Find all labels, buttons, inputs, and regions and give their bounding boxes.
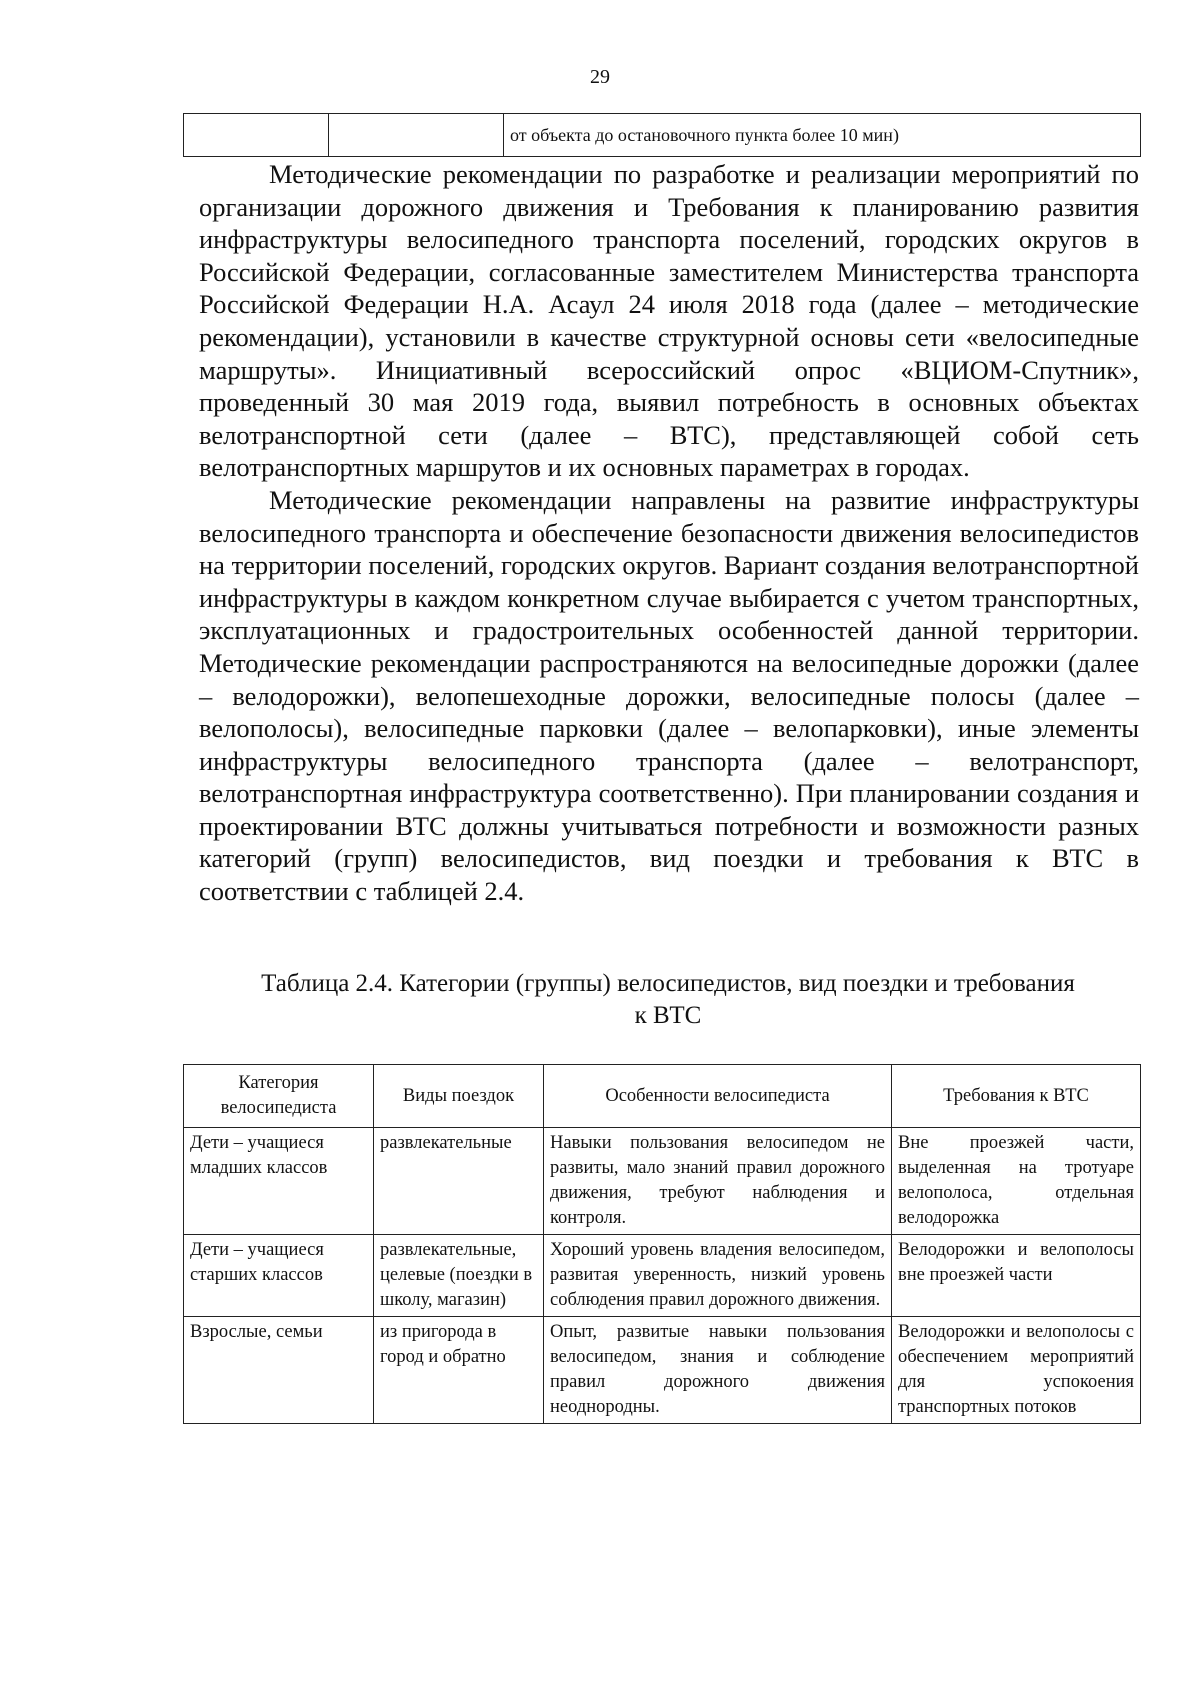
trip-type-cell: развлекательные bbox=[374, 1128, 544, 1235]
table-header-row bbox=[184, 1065, 1141, 1128]
table-caption-line: Таблица 2.4. Категории (группы) велосипедистов, вид поездки и требования bbox=[261, 970, 1075, 997]
table-caption bbox=[170, 968, 1166, 1032]
table-cell bbox=[329, 114, 504, 157]
requirements-cell: Велодорожки и велополосы вне проезжей части bbox=[892, 1235, 1141, 1317]
requirements-cell: Велодорожки и велополосы с обеспечением мероприятий для успокоения транспортных потоков bbox=[892, 1317, 1141, 1424]
features-cell: Опыт, развитые навыки пользования велосипедом, знания и соблюдение правил дорожного движения неоднородны. bbox=[544, 1317, 892, 1424]
features-cell: Хороший уровень владения велосипедом, развитая уверенность, низкий уровень соблюдения правил дорожного движения. bbox=[544, 1235, 892, 1317]
paragraph: Методические рекомендации по разработке и реализации мероприятий по организации дорожного движения и Требования к планированию развития инфраструктуры велосипедного транспорта поселений, городских округов в Российской Федерации, согласованные заместителем Министерства транспорта Российской Федерации Н.А. Асаул 24 июля 2018 года (далее – методические рекомендации), установили в качестве структурной основы сети «велосипедные маршруты». Инициативный всероссийский опрос «ВЦИОМ-Спутник», проведенный 30 мая 2019 года, выявил потребность в основных объектах велотранспортной сети (далее – ВТС), представляющей собой сеть велотранспортных маршрутов и их основных параметрах в городах. bbox=[199, 159, 1139, 483]
table-cell bbox=[184, 114, 329, 157]
category-cell: Взрослые, семьи bbox=[184, 1317, 374, 1424]
requirements-cell: Вне проезжей части, выделенная на тротуаре велополоса, отдельная велодорожка bbox=[892, 1128, 1141, 1235]
features-cell: Навыки пользования велосипедом не развиты, мало знаний правил дорожного движения, требуют наблюдения и контроля. bbox=[544, 1128, 892, 1235]
table-row bbox=[184, 114, 1141, 157]
table-cell: от объекта до остановочного пункта более 10 мин) bbox=[504, 114, 1141, 157]
category-cell: Дети – учащиеся старших классов bbox=[184, 1235, 374, 1317]
column-header: Виды поездок bbox=[374, 1065, 544, 1128]
table-row bbox=[184, 1317, 1141, 1424]
cyclist-categories-table bbox=[183, 1064, 1141, 1424]
column-header: Особенности велосипедиста bbox=[544, 1065, 892, 1128]
column-header: Категория велосипедиста bbox=[184, 1065, 374, 1128]
paragraph: Методические рекомендации направлены на развитие инфраструктуры велосипедного транспорта и обеспечение безопасности движения велосипедистов на территории поселений, городских округов. Вариант создания велотранспортной инфраструктуры в каждом конкретном случае выбирается с учетом транспортных, эксплуатационных и градостроительных особенностей данной территории. Методические рекомендации распространяются на велосипедные дорожки (далее – велодорожки), велопешеходные дорожки, велосипедные полосы (далее – велополосы), велосипедные парковки (далее – велопарковки), иные элементы инфраструктуры велосипедного транспорта (далее – велотранспорт, велотранспортная инфраструктура соответственно). При планировании создания и проектировании ВТС должны учитываться потребности и возможности разных категорий (групп) велосипедистов, вид поездки и требования к ВТС в соответствии с таблицей 2.4. bbox=[199, 484, 1139, 907]
trip-type-cell: развлекательные, целевые (поездки в школу, магазин) bbox=[374, 1235, 544, 1317]
body-text bbox=[199, 158, 1139, 908]
continuation-table bbox=[183, 113, 1141, 157]
column-header: Требования к ВТС bbox=[892, 1065, 1141, 1128]
table-row bbox=[184, 1128, 1141, 1235]
table-caption-line: к ВТС bbox=[634, 1002, 702, 1029]
trip-type-cell: из пригорода в город и обратно bbox=[374, 1317, 544, 1424]
category-cell: Дети – учащиеся младших классов bbox=[184, 1128, 374, 1235]
page-number: 29 bbox=[590, 66, 610, 88]
table-row bbox=[184, 1235, 1141, 1317]
